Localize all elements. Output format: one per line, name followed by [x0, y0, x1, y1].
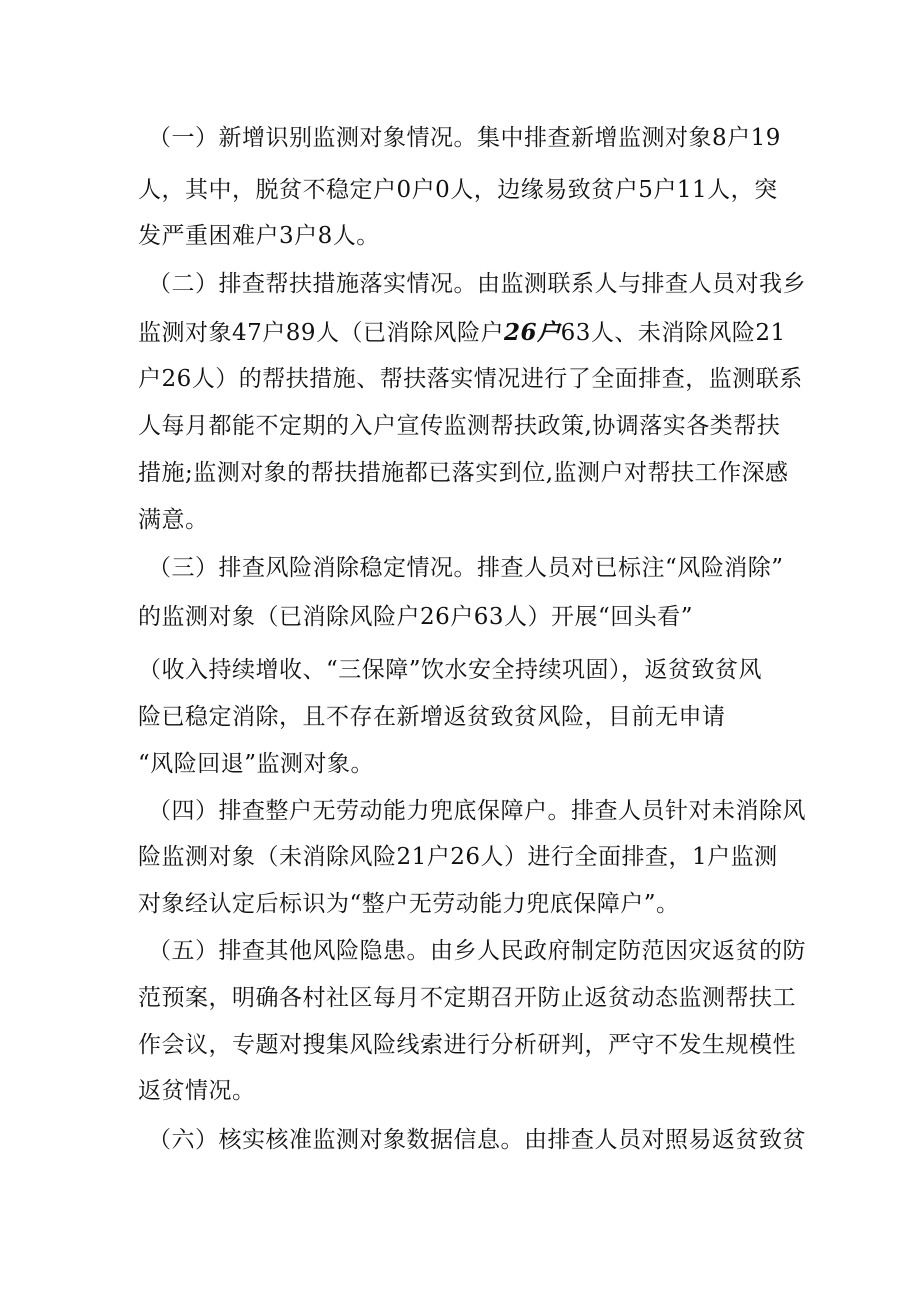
text-line: 险监测对象（未消除风险21户26人）进行全面排查，1户监测: [138, 844, 778, 870]
text-line: （一）新增识别监测对象情况。集中排查新增监测对象8户19: [148, 125, 781, 151]
text-line-mixed: [138, 313, 798, 353]
text-line: （六）核实核准监测对象数据信息。由排查人员对照易返贫致贫: [148, 1127, 806, 1153]
text-line: 作会议，专题对搜集风险线索进行分析研判，严守不发生规模性: [138, 1032, 796, 1058]
text-line: （五）排查其他风险隐患。由乡人民政府制定防范因灾返贫的防: [148, 938, 806, 964]
text-line: （三）排查风险消除稳定情况。排查人员对已标注“风险消除”: [148, 555, 784, 581]
text-line: （四）排查整户无劳动能力兜底保障户。排查人员针对未消除风: [148, 798, 806, 824]
text-line: 措施;监测对象的帮扶措施都已落实到位,监测户对帮扶工作深感: [138, 460, 789, 486]
text-segment-italic: 26户: [504, 319, 561, 346]
text-line: 返贫情况。: [138, 1078, 256, 1104]
text-line: 户26人）的帮扶措施、帮扶落实情况进行了全面排查，监测联系: [138, 366, 803, 392]
text-line: “风险回退”监测对象。: [138, 751, 375, 777]
text-segment: 监测对象47户89人（已消除风险户: [138, 320, 505, 346]
text-line: 发严重困难户3户8人。: [138, 223, 380, 249]
text-line: 人每月都能不定期的入户宣传监测帮扶政策,协调落实各类帮扶: [138, 413, 781, 439]
text-line: 的监测对象（已消除风险户26户63人）开展“回头看”: [138, 604, 694, 630]
text-line: 范预案，明确各村社区每月不定期召开防止返贫动态监测帮扶工: [138, 985, 796, 1011]
text-line: 对象经认定后标识为“整户无劳动能力兜底保障户”。: [138, 891, 680, 917]
text-line: 满意。: [138, 507, 209, 533]
text-line: （二）排查帮扶措施落实情况。由监测联系人与排查人员对我乡: [148, 271, 806, 297]
text-segment: 63人、未消除风险21: [560, 320, 786, 346]
text-line: 险已稳定消除，且不存在新增返贫致贫风险，目前无申请: [138, 704, 726, 730]
text-line: 人，其中，脱贫不稳定户0户0人，边缘易致贫户5户11人，突: [138, 177, 778, 203]
text-line: （收入持续增收、“三保障”饮水安全持续巩固），返贫致贫风: [138, 657, 763, 683]
